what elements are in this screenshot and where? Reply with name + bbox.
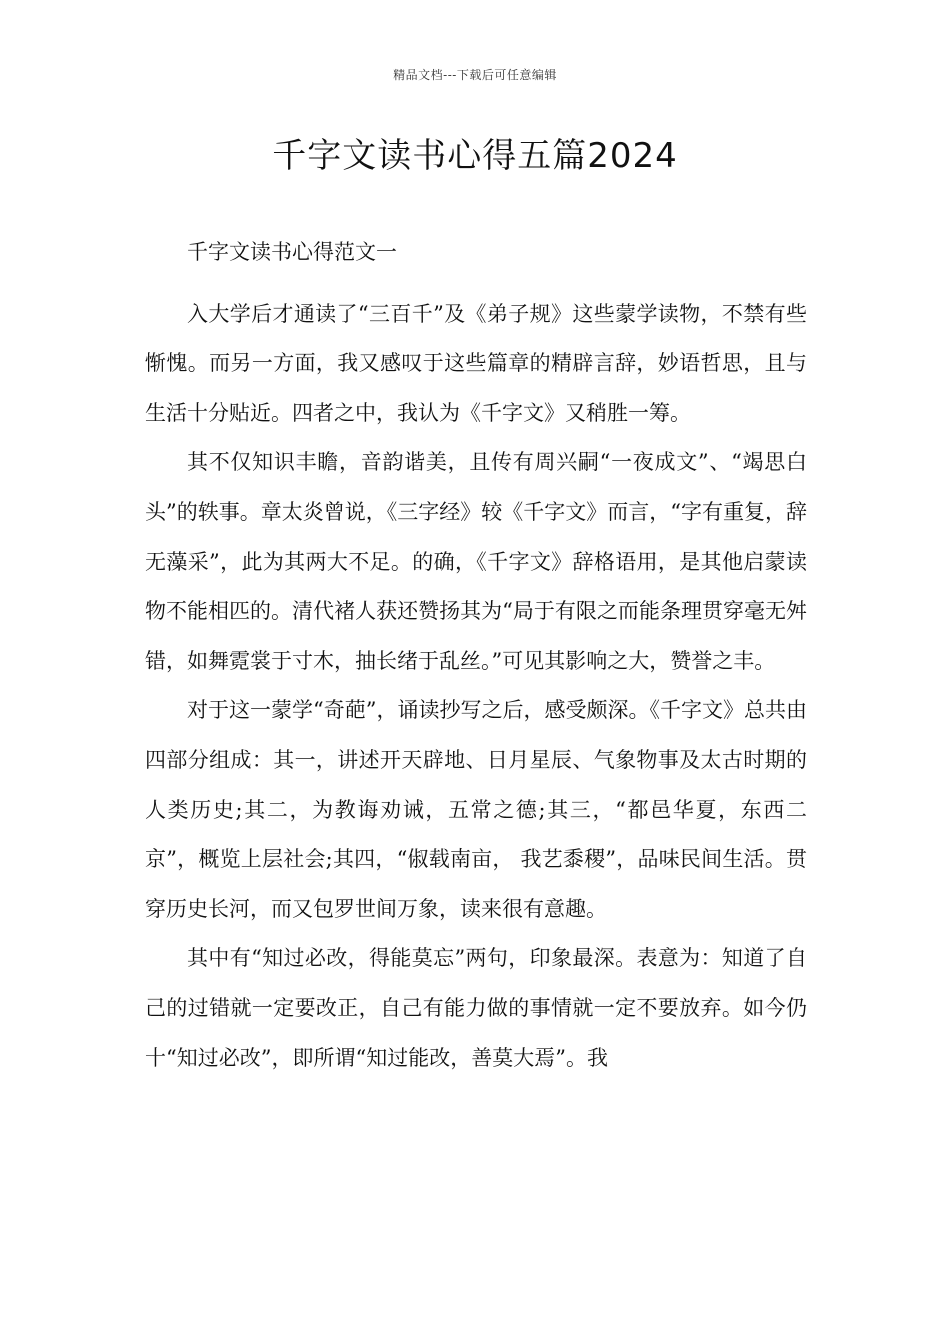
paragraph-3: 对于这一蒙学“奇葩”，诵读抄写之后，感受颇深。《千字文》总共由四部分组成：其一，讲述开天辟地、日月星辰、气象物事及太古时期的人类历史;其二，为教诲劝诫，五常之德;其三，“都邑华夏，东西二京”，概览上层社会;其四，“俶载南亩， 我艺黍稷”，品味民间生活。贯穿历史长河，而又包罗世间万象，读来很有意趣。	[145, 698, 807, 921]
page-title: 千字文读书心得五篇2024	[272, 136, 678, 176]
paragraph-2: 其不仅知识丰瞻，音韵谐美，且传有周兴嗣“一夜成文”、“竭思白头”的轶事。章太炎曾说，《三字经》较《千字文》而言，“字有重复，辞无藻采”，此为其两大不足。的确，《千字文》辞格语用，是其他启蒙读物不能相匹的。清代褚人获还赞扬其为“局于有限之而能条理贯穿毫无舛错，如舞霓裳于寸木，抽长绪于乱丝。”可见其影响之大，赞誉之丰。	[145, 450, 807, 673]
document-body	[145, 228, 807, 1083]
paragraph-4: 其中有“知过必改，得能莫忘”两句，印象最深。表意为：知道了自己的过错就一定要改正，自己有能力做的事情就一定不要放弃。如今仍十“知过必改”，即所谓“知过能改，善莫大焉”。我	[145, 946, 807, 1070]
paragraph-1: 入大学后才通读了“三百千”及《弟子规》这些蒙学读物，不禁有些惭愧。而另一方面，我又感叹于这些篇章的精辟言辞，妙语哲思，且与生活十分贴近。四者之中，我认为《千字文》又稍胜一筹。	[145, 301, 807, 425]
section-heading: 千字文读书心得范文一	[187, 240, 397, 264]
header-note: 精品文档---下载后可任意编辑	[393, 68, 557, 82]
